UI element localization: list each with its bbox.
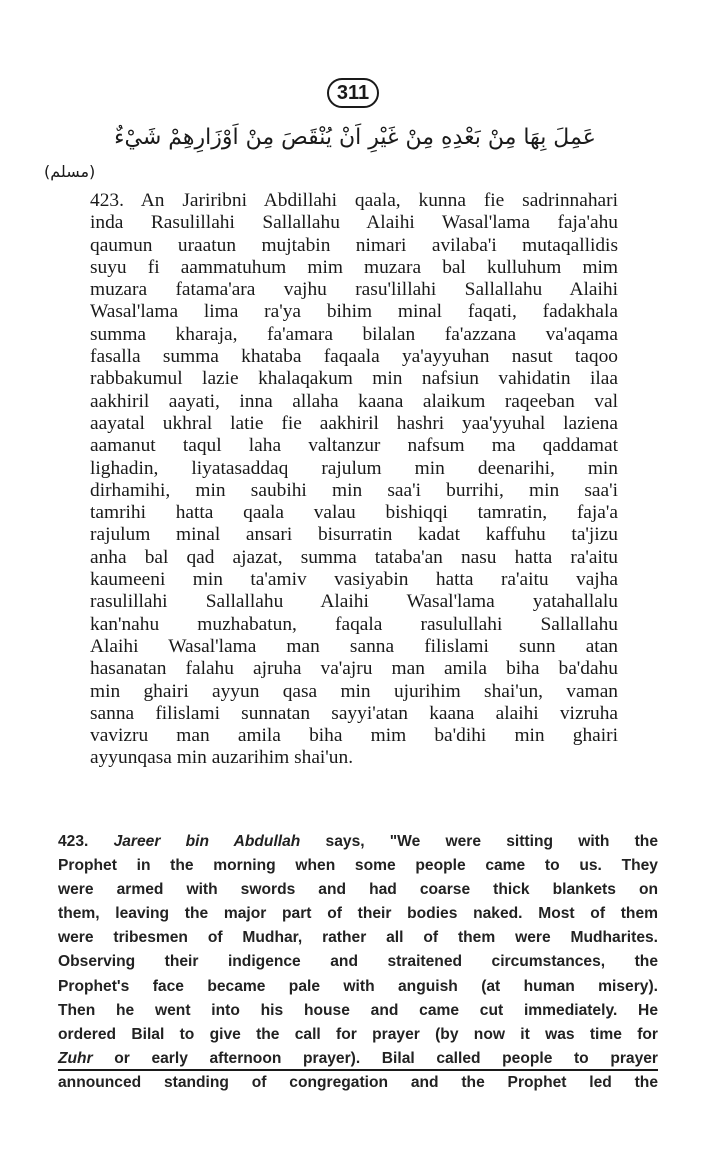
transliteration-line: anha bal qad ajazat, summa tataba'an nasu hatta ra'aitu [90,546,618,568]
transliteration-line: Wasal'lama lima ra'ya bihim minal faqati, fadakhala [90,301,618,323]
translation-line: were armed with swords and had coarse thick blankets on [58,881,658,899]
transliteration-line: rabbakumul lazie khalaqakum min nafsiun vahidatin ilaa [90,368,618,390]
transliteration-line: vavizru man amila biha mim ba'dihi min ghairi [90,725,618,747]
transliteration-line: muzara fatama'ara vajhu rasu'lillahi Sallallahu Alaihi [90,279,618,301]
translation-line-rest: says, "We were sitting with the [325,833,658,850]
transliteration-line: suyu fi aammatuhum mim muzara bal kulluhum mim [90,256,618,278]
transliteration-line: qaumun uraatun mujtabin nimari avilaba'i mutaqallidis [90,234,618,256]
transliteration-line: tamrihi hatta qaala valau bishiqqi tamratin, faja'a [90,502,618,524]
translation-line [58,1047,658,1071]
translation-paragraph [58,830,658,1095]
transliteration-line: fasalla summa khataba faqaala ya'ayyuhan nasut taqoo [90,346,618,368]
arabic-source-reference: (مسلم) [44,162,96,181]
transliteration-line: rasulillahi Sallallahu Alaihi Wasal'lama yatahallalu [90,591,618,613]
translation-line [58,830,658,854]
transliteration-paragraph [90,190,618,770]
transliteration-line: sanna filislami sunnatan sayyi'atan kaana alaihi vizruha [90,702,618,724]
translation-line: them, leaving the major part of their bodies naked. Most of them [58,905,658,923]
page-number: 311 [327,78,379,108]
zuhr-term: Zuhr [58,1049,93,1067]
narrator-name: Jareer bin Abdullah [113,833,301,850]
hadith-number: 423. [58,833,89,850]
translation-line: ordered Bilal to give the call for prayer (by now it was time for [58,1025,658,1043]
transliteration-line: Alaihi Wasal'lama man sanna filislami sunn atan [90,635,618,657]
arabic-hadith-text: عَمِلَ بِهَا مِنْ بَعْدِهِ مِنْ غَيْرِ اَنْ يُنْقَصَ مِنْ اَوْزَارِهِمْ شَيْءٌ [114,125,596,150]
translation-line: Then he went into his house and came cut immediately. He [58,1001,658,1019]
transliteration-line: inda Rasulillahi Sallallahu Alaihi Wasal'lama faja'ahu [90,212,618,234]
translation-line: Prophet's face became pale with anguish (at human misery). [58,977,658,995]
transliteration-line: lighadin, liyatasaddaq rajulum min deenarihi, min [90,457,618,479]
transliteration-line: rajulum minal ansari bisurratin kadat kaffuhu ta'jizu [90,524,618,546]
transliteration-line: aamanut taqul laha valtanzur nafsum ma qaddamat [90,435,618,457]
transliteration-line: summa kharaja, fa'amara bilalan fa'azzana va'aqama [90,323,618,345]
transliteration-line: aakhiril aayati, inna allaha kaana alaikum raqeeban val [90,390,618,412]
page-number-container [0,78,706,108]
translation-line: Prophet in the morning when some people came to us. They [58,857,658,875]
transliteration-line: dirhamihi, min saubihi min saa'i burrihi, min saa'i [90,479,618,501]
transliteration-line: min ghairi ayyun qasa min ujurihim shai'un, vaman [90,680,618,702]
transliteration-line: aayatal ukhral latie fie aakhiril hashri yaa'yyuhal laziena [90,412,618,434]
transliteration-line: kaumeeni min ta'amiv vasiyabin hatta ra'aitu vajha [90,569,618,591]
transliteration-line: ayyunqasa min auzarihim shai'un. [90,747,354,769]
transliteration-line: kan'nahu muzhabatun, faqala rasulullahi Sallallahu [90,613,618,635]
bottom-divider [58,1069,658,1071]
translation-line-rest: or early afternoon prayer). Bilal called people to prayer [92,1049,658,1067]
translation-line: announced standing of congregation and the Prophet led the [58,1073,658,1091]
translation-line: were tribesmen of Mudhar, rather all of them were Mudharites. [58,929,658,947]
transliteration-line: 423. An Jariribni Abdillahi qaala, kunna fie sadrinnahari [90,190,618,211]
translation-line: Observing their indigence and straitened circumstances, the [58,953,658,971]
transliteration-line: hasanatan falahu ajruha va'ajru man amila biha ba'dahu [90,658,618,680]
